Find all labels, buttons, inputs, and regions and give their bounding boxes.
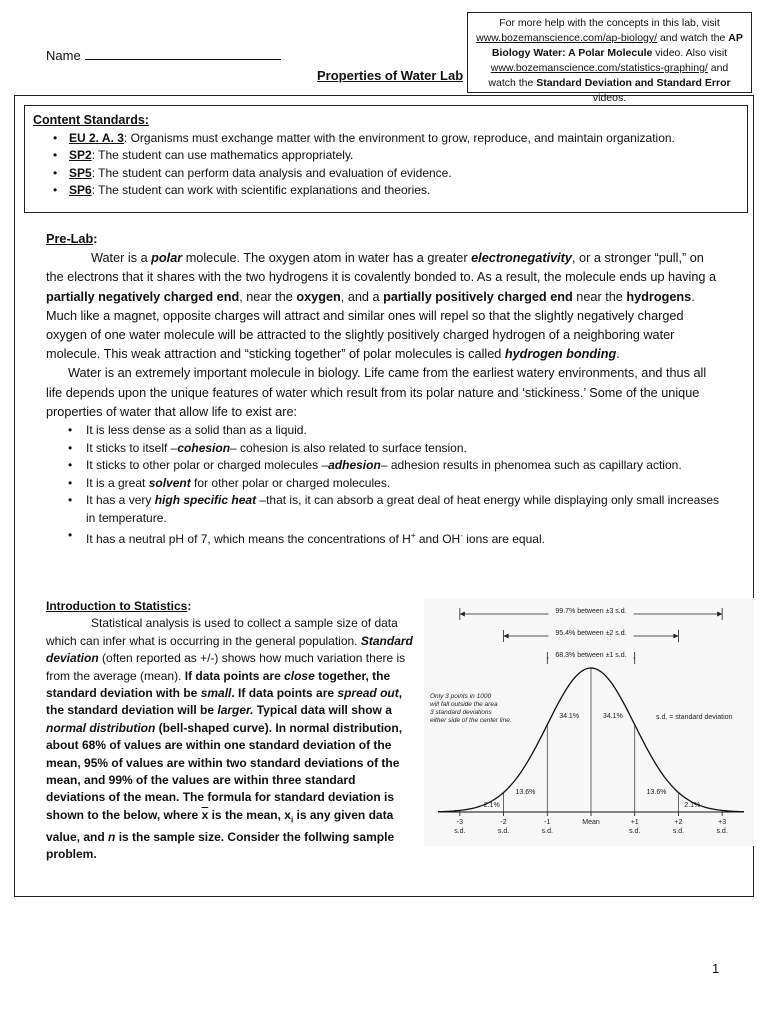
page-number: 1 bbox=[712, 961, 720, 976]
bracket-label: 95.4% between ±2 s.d. bbox=[555, 630, 627, 637]
help-box bbox=[467, 12, 752, 104]
tick-sublabel: s.d. bbox=[541, 828, 553, 835]
standard-item bbox=[33, 130, 739, 148]
annotation-line: Only 3 points in 1000 bbox=[430, 693, 492, 700]
property-item: • It is less dense as a solid than as a liquid. bbox=[46, 422, 722, 440]
standard-code: SP6 bbox=[69, 183, 92, 197]
statistics-colon: : bbox=[187, 599, 192, 613]
bracket-label: 68.3% between ±1 s.d. bbox=[555, 652, 627, 659]
video2-title: Standard Deviation and Standard Error bbox=[536, 77, 731, 89]
tick-label: +2 bbox=[674, 819, 683, 826]
prelab-section bbox=[46, 230, 722, 549]
help-text: videos. bbox=[592, 92, 627, 104]
prelab-paragraph-2: Water is an extremely important molecule in biology. Life came from the earliest watery environments, and thus all life depends upon the unique features of water which result from its polar nature and ‘stickiness.’ Some of the unique properties of water that allow life to exist are: bbox=[46, 366, 707, 419]
bozeman-statistics-link[interactable]: www.bozemanscience.com/statistics-graphing/ bbox=[490, 62, 708, 74]
name-label: Name bbox=[46, 48, 81, 63]
region-percent: 2.1% bbox=[684, 802, 701, 809]
tick-label: -3 bbox=[456, 819, 463, 826]
property-item: • It sticks to itself –cohesion– cohesion is also related to surface tension. bbox=[46, 440, 722, 458]
region-percent: 34.1% bbox=[559, 713, 580, 720]
standard-text: : The student can work with scientific explanations and theories. bbox=[91, 183, 431, 197]
tick-label: +3 bbox=[718, 819, 727, 826]
standard-text: : The student can perform data analysis and evaluation of evidence. bbox=[91, 165, 452, 180]
normal-distribution-chart bbox=[424, 598, 754, 846]
help-text: and bbox=[707, 62, 729, 74]
statistics-section bbox=[46, 598, 414, 863]
sd-legend: s.d. = standard deviation bbox=[656, 714, 733, 721]
bracket-label: 99.7% between ±3 s.d. bbox=[555, 608, 627, 615]
tick-label: Mean bbox=[582, 819, 600, 826]
region-percent: 2.1% bbox=[483, 802, 500, 809]
tick-sublabel: s.d. bbox=[672, 828, 685, 835]
name-blank bbox=[85, 48, 281, 60]
help-text: video. Also visit bbox=[652, 47, 728, 59]
standard-code: SP5 bbox=[69, 165, 92, 180]
help-text: and watch the bbox=[657, 32, 729, 44]
standard-item bbox=[33, 182, 739, 200]
annotation-line: either side of the center line. bbox=[430, 717, 512, 724]
standard-text: : The student can use mathematics appropriately. bbox=[91, 148, 354, 162]
bozeman-ap-biology-link[interactable]: www.bozemanscience.com/ap-biology/ bbox=[476, 32, 658, 44]
help-text: watch the bbox=[488, 77, 537, 89]
prelab-heading: Pre-Lab bbox=[46, 232, 94, 246]
name-field bbox=[46, 48, 281, 63]
region-percent: 34.1% bbox=[602, 713, 623, 720]
standard-code: EU 2. A. 3 bbox=[69, 130, 124, 145]
property-item: • It sticks to other polar or charged molecules –adhesion– adhesion results in phenomea such as capillary action. bbox=[46, 457, 722, 475]
property-item: • It has a neutral pH of 7, which means the concentrations of H+ and OH- ions are equal. bbox=[46, 527, 722, 549]
standards-heading: Content Standards: bbox=[33, 113, 149, 127]
property-item: • It is a great solvent for other polar or charged molecules. bbox=[46, 475, 722, 493]
help-line1: For more help with the concepts in this lab, visit bbox=[499, 17, 720, 29]
water-properties-list bbox=[46, 422, 722, 549]
region-percent: 13.6% bbox=[515, 789, 536, 796]
statistics-heading: Introduction to Statistics bbox=[46, 599, 188, 613]
standard-item bbox=[33, 147, 739, 165]
tick-sublabel: s.d. bbox=[454, 828, 466, 835]
annotation-line: will fall outside the area bbox=[430, 701, 498, 708]
region-percent: 13.6% bbox=[646, 789, 667, 796]
tick-label: -2 bbox=[500, 819, 507, 826]
standard-code: SP2 bbox=[69, 148, 92, 162]
tick-sublabel: s.d. bbox=[629, 828, 641, 835]
tick-sublabel: s.d. bbox=[716, 828, 728, 835]
standards-list bbox=[33, 130, 739, 200]
content-standards-box bbox=[24, 105, 748, 213]
tick-sublabel: s.d. bbox=[497, 828, 510, 835]
page-title: Properties of Water Lab bbox=[317, 68, 464, 83]
prelab-colon: : bbox=[93, 232, 98, 246]
standard-item bbox=[33, 165, 739, 183]
video1-title: AP Biology Water: A Polar Molecule bbox=[491, 32, 743, 59]
prelab-paragraph-1: Water is a polar molecule. The oxygen atom in water has a greater electronegativity, or a stronger “pull,” on the electrons that it shares with the two hydrogens it is covalently bonded to. As a result, the molecule ends up having a partially negatively charged end, near the oxygen, and a partially positively charged end near the hydrogens. Much like a magnet, opposite charges will attract and similar ones will repel so that the slightly negatively charged oxygen of one water molecule will be attracted to the slightly positively charged hydrogen of a neighboring water molecule. This weak attraction and “sticking together” of polar molecules is called hydrogen bonding. bbox=[46, 251, 717, 362]
property-item: • It has a very high specific heat –that is, it can absorb a great deal of heat energy while displaying only small increases in temperature. bbox=[46, 492, 722, 527]
standard-text: : Organisms must exchange matter with the environment to grow, reproduce, and maintain organization. bbox=[123, 130, 675, 145]
tick-label: +1 bbox=[630, 819, 639, 826]
tick-label: -1 bbox=[544, 819, 551, 826]
statistics-paragraph: Statistical analysis is used to collect a sample size of data which can infer what is occurring in the general population. Standard deviation (often reported as +/-) shows how much variation there is from the average (mean). If data points are close together, the standard deviation with be small. If data points are spread out, the standard deviation will be larger. Typical data will show a normal distribution (bell-shaped curve). In normal distribution, about 68% of values are within one standard deviation of the mean, 95% of values are within two standard deviations of the mean, and 99% of the values are within three standard deviations of the mean. The formula for standard deviation is shown to the below, where $\overline{x}$ is the mean, $x_i$ is any given data value, and n is the sample size. Consider the follwing sample problem. bbox=[46, 616, 413, 862]
annotation-line: 3 standard deviations bbox=[430, 709, 492, 716]
